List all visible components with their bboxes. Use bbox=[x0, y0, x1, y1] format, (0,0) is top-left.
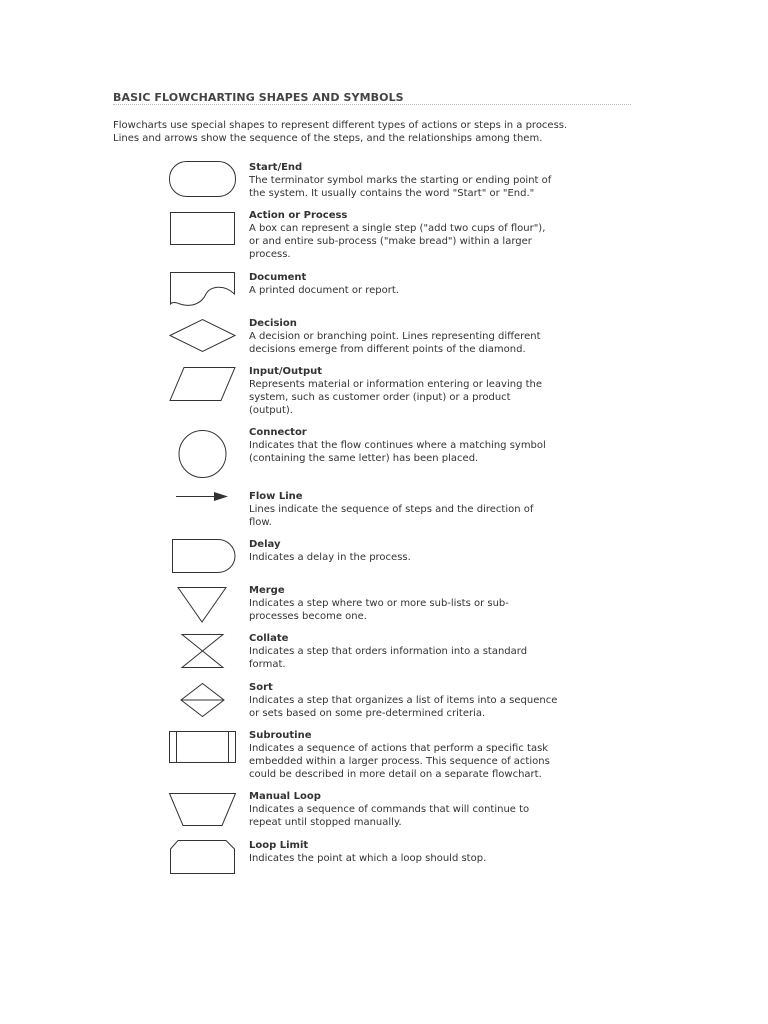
symbol-entry-action-process bbox=[249, 209, 609, 261]
loop-limit-icon bbox=[166, 840, 238, 876]
collate-icon bbox=[166, 634, 238, 670]
symbol-name: Sort bbox=[249, 682, 273, 693]
description-line: A box can represent a single step ("add two cups of flour"), bbox=[249, 223, 546, 234]
symbol-name: Manual Loop bbox=[249, 791, 321, 802]
symbol-description bbox=[249, 551, 609, 564]
description-line: process. bbox=[249, 249, 291, 260]
symbol-name: Start/End bbox=[249, 162, 303, 173]
description-line: Indicates a step that orders information into a standard bbox=[249, 646, 528, 657]
symbol-description bbox=[249, 503, 609, 529]
symbol-entry-flow-line bbox=[249, 490, 609, 529]
description-line: A decision or branching point. Lines representing different bbox=[249, 331, 541, 342]
description-line: embedded within a larger process. This sequence of actions bbox=[249, 756, 550, 767]
process-box-icon bbox=[166, 212, 238, 248]
symbol-entry-delay bbox=[249, 538, 609, 564]
symbol-entry-input-output bbox=[249, 365, 609, 417]
description-line: (containing the same letter) has been placed. bbox=[249, 453, 479, 464]
symbol-entry-sort bbox=[249, 681, 609, 720]
symbol-entry-loop-limit bbox=[249, 839, 609, 865]
description-line: Indicates a step that organizes a list of items into a sequence bbox=[249, 695, 558, 706]
symbol-description bbox=[249, 222, 609, 261]
symbol-entry-collate bbox=[249, 632, 609, 671]
manual-loop-trapezoid-icon bbox=[166, 793, 238, 829]
symbol-description bbox=[249, 742, 609, 781]
description-line: decisions emerge from different points of the diamond. bbox=[249, 344, 526, 355]
symbol-name: Subroutine bbox=[249, 730, 312, 741]
symbol-name: Merge bbox=[249, 585, 285, 596]
description-line: Indicates a sequence of actions that perform a specific task bbox=[249, 743, 549, 754]
symbol-entry-merge bbox=[249, 584, 609, 623]
intro-line: Lines and arrows show the sequence of the steps, and the relationships among them. bbox=[113, 133, 543, 144]
description-line: (output). bbox=[249, 405, 293, 416]
description-line: format. bbox=[249, 659, 286, 670]
intro-paragraph bbox=[113, 119, 633, 145]
description-line: Indicates a sequence of commands that will continue to bbox=[249, 804, 530, 815]
symbol-description bbox=[249, 439, 609, 465]
decision-diamond-icon bbox=[166, 319, 238, 355]
merge-triangle-icon bbox=[166, 587, 238, 625]
description-line: flow. bbox=[249, 517, 272, 528]
flow-line-arrow-icon bbox=[166, 490, 238, 502]
description-line: or and entire sub-process ("make bread") within a larger bbox=[249, 236, 532, 247]
symbol-description bbox=[249, 597, 609, 623]
description-line: system, such as customer order (input) or a product bbox=[249, 392, 511, 403]
symbol-name: Action or Process bbox=[249, 210, 348, 221]
symbol-name: Input/Output bbox=[249, 366, 323, 377]
description-line: or sets based on some pre-determined criteria. bbox=[249, 708, 486, 719]
description-line: A printed document or report. bbox=[249, 285, 399, 296]
symbol-entry-subroutine bbox=[249, 729, 609, 781]
description-line: repeat until stopped manually. bbox=[249, 817, 402, 828]
description-line: Lines indicate the sequence of steps and the direction of bbox=[249, 504, 534, 515]
symbol-name: Decision bbox=[249, 318, 297, 329]
description-line: could be described in more detail on a separate flowchart. bbox=[249, 769, 542, 780]
symbol-name: Document bbox=[249, 272, 307, 283]
symbol-entry-connector bbox=[249, 426, 609, 465]
intro-line: Flowcharts use special shapes to represent different types of actions or steps in a process. bbox=[113, 120, 568, 131]
description-line: Indicates a step where two or more sub-lists or sub- bbox=[249, 598, 509, 609]
document-icon bbox=[166, 272, 238, 308]
symbol-name: Connector bbox=[249, 427, 307, 438]
subroutine-icon bbox=[166, 731, 238, 767]
sort-icon bbox=[166, 683, 238, 719]
symbol-description bbox=[249, 330, 609, 356]
connector-circle-icon bbox=[166, 429, 238, 481]
title-divider bbox=[113, 104, 631, 105]
symbol-description bbox=[249, 852, 609, 865]
description-line: Indicates the point at which a loop should stop. bbox=[249, 853, 487, 864]
delay-icon bbox=[166, 539, 238, 575]
symbol-name: Flow Line bbox=[249, 491, 303, 502]
symbol-description bbox=[249, 284, 609, 297]
symbol-name: Collate bbox=[249, 633, 289, 644]
symbol-name: Delay bbox=[249, 539, 281, 550]
description-line: The terminator symbol marks the starting or ending point of bbox=[249, 175, 552, 186]
symbol-description bbox=[249, 378, 609, 417]
symbol-name: Loop Limit bbox=[249, 840, 309, 851]
description-line: processes become one. bbox=[249, 611, 367, 622]
description-line: Represents material or information entering or leaving the bbox=[249, 379, 543, 390]
symbol-entry-start-end bbox=[249, 161, 609, 200]
terminator-icon bbox=[166, 161, 238, 199]
description-line: Indicates that the flow continues where a matching symbol bbox=[249, 440, 546, 451]
symbol-entry-document bbox=[249, 271, 609, 297]
input-output-parallelogram-icon bbox=[166, 367, 238, 403]
symbol-description bbox=[249, 694, 609, 720]
description-line: the system. It usually contains the word "Start" or "End." bbox=[249, 188, 535, 199]
symbol-entry-manual-loop bbox=[249, 790, 609, 829]
description-line: Indicates a delay in the process. bbox=[249, 552, 411, 563]
symbol-description bbox=[249, 645, 609, 671]
page-title: BASIC FLOWCHARTING SHAPES AND SYMBOLS bbox=[113, 91, 404, 104]
symbol-description bbox=[249, 803, 609, 829]
symbol-entry-decision bbox=[249, 317, 609, 356]
symbol-description bbox=[249, 174, 609, 200]
